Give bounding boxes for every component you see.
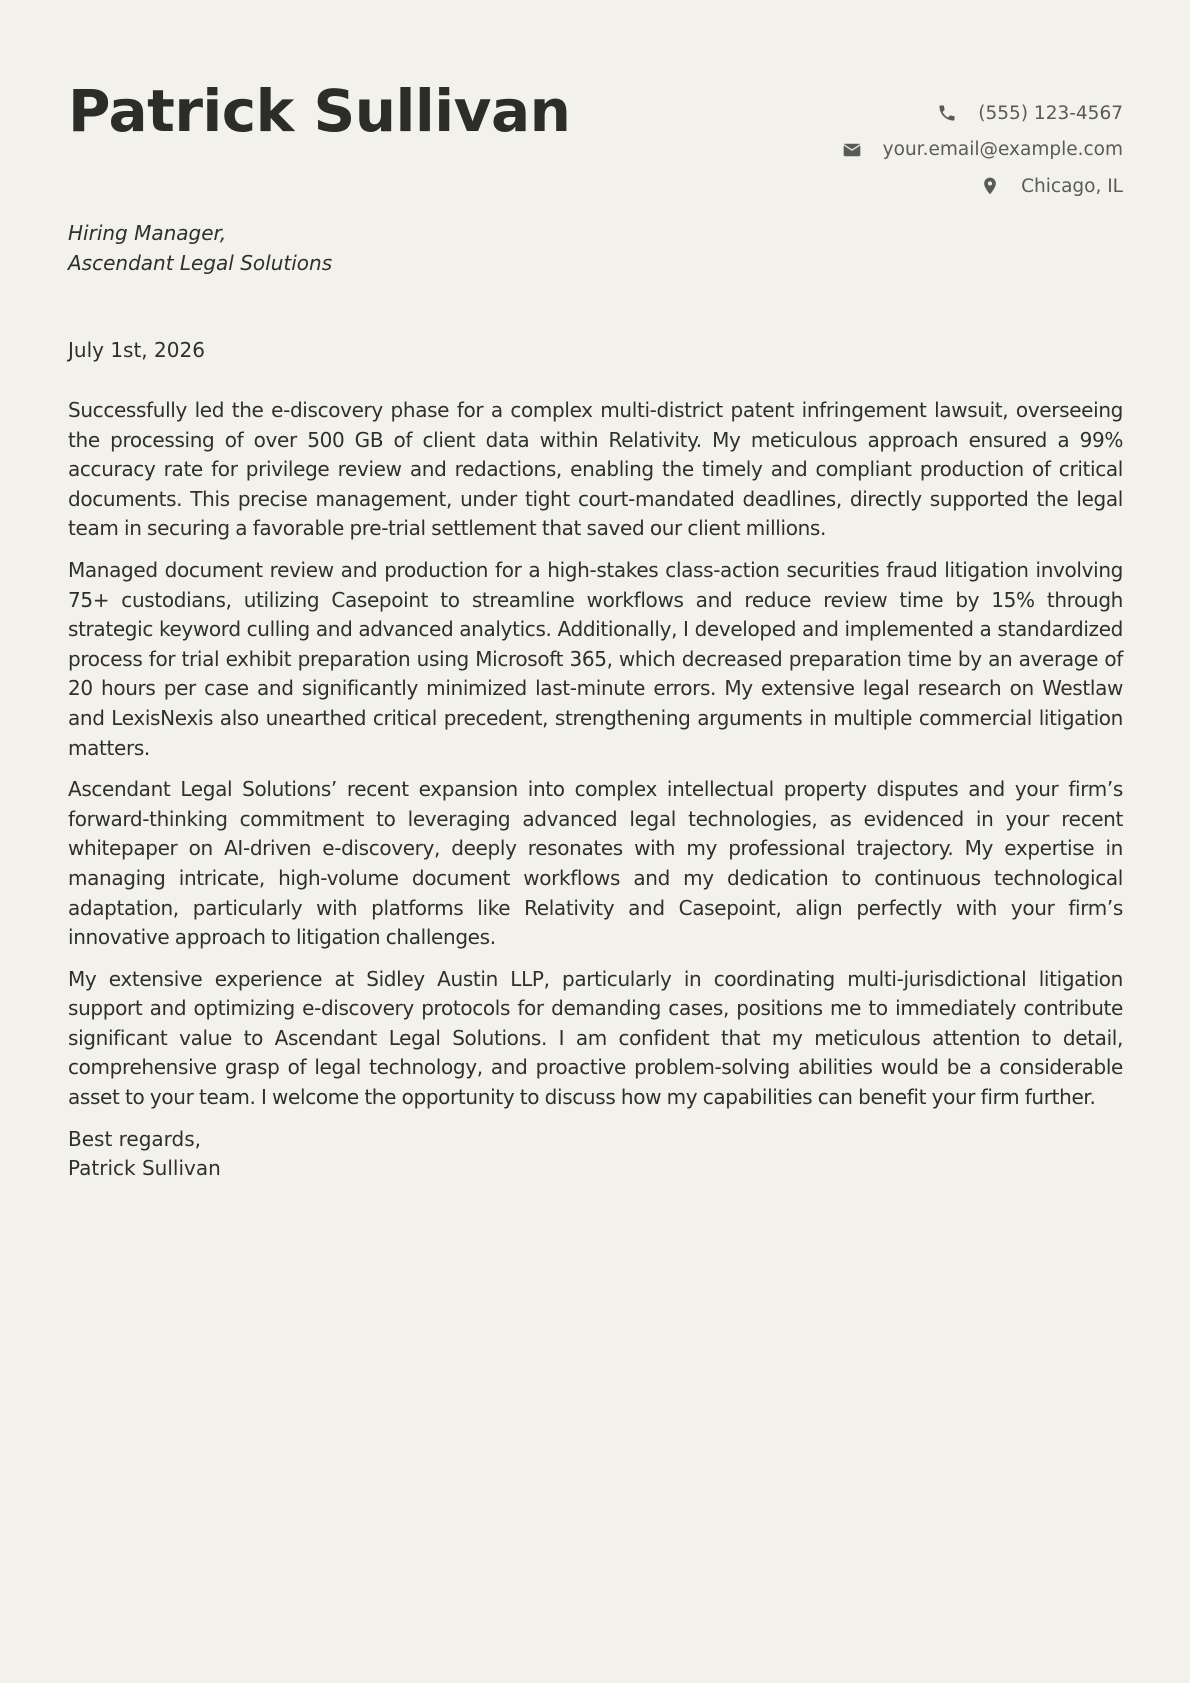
- body-paragraph-2: Managed document review and production for a high-stakes class-action securities fraud litigation involving 75+ custodians, utilizing Casepoint to streamline workflows and reduce review time by 15% through strategic keyword culling and advanced analytics. Additionally, I developed and implemented a standardized process for trial exhibit preparation using Microsoft 365, which decreased preparation time by an average of 20 hours per case and significantly minimized last-minute errors. My extensive legal research on Westlaw and LexisNexis also unearthed critical precedent, strengthening arguments in multiple commercial litigation matters.: [68, 557, 1123, 760]
- body-paragraph-3: Ascendant Legal Solutions’ recent expansion into complex intellectual property disputes and your firm’s forward-thinking commitment to leveraging advanced legal technologies, as evidenced in your recent whitepaper on AI-driven e-discovery, deeply resonates with my professional trajectory. My expertise in managing intricate, high-volume document workflows and my dedication to continuous technological adaptation, particularly with platforms like Relativity and Casepoint, align perfectly with your firm’s innovative approach to litigation challenges.: [68, 777, 1123, 950]
- applicant-name: Patrick Sullivan: [68, 77, 571, 145]
- body-paragraph-1: Successfully led the e-discovery phase for a complex multi-district patent infringement lawsuit, overseeing the processing of over 500 GB of client data within Relativity. My meticulous approach ensured a 99% accuracy rate for privilege review and redactions, enabling the timely and compliant production of critical documents. This precise management, under tight court-mandated deadlines, directly supported the legal team in securing a favorable pre-trial settlement that saved our client millions.: [68, 398, 1123, 541]
- contact-location: [841, 168, 1123, 205]
- letter-date: July 1st, 2026: [68, 338, 205, 362]
- envelope-icon: [841, 139, 863, 161]
- closing-block: [68, 1125, 1123, 1184]
- closing-signature: Patrick Sullivan: [68, 1156, 221, 1181]
- letter-header: [68, 0, 1123, 200]
- contact-info: [841, 95, 1123, 205]
- recipient-block: [68, 218, 332, 278]
- phone-icon: [936, 102, 958, 124]
- contact-phone: [841, 95, 1123, 132]
- recipient-company: Ascendant Legal Solutions: [68, 251, 333, 275]
- closing-salutation: Best regards,: [68, 1126, 202, 1151]
- phone-text: (555) 123-4567: [978, 102, 1123, 124]
- map-pin-icon: [979, 175, 1001, 197]
- letter-body: [68, 396, 1123, 1184]
- contact-email: [841, 132, 1123, 169]
- email-text: your.email@example.com: [882, 139, 1123, 161]
- recipient-title: Hiring Manager,: [68, 221, 227, 245]
- body-paragraph-4: My extensive experience at Sidley Austin LLP, particularly in coordinating multi-jurisdictional litigation support and optimizing e-discovery protocols for demanding cases, positions me to immediately contribute significant value to Ascendant Legal Solutions. I am confident that my meticulous attention to detail, comprehensive grasp of legal technology, and proactive problem-solving abilities would be a considerable asset to your team. I welcome the opportunity to discuss how my capabilities can benefit your firm further.: [68, 966, 1123, 1110]
- cover-letter-page: [68, 0, 1123, 1683]
- location-text: Chicago, IL: [1021, 175, 1123, 197]
